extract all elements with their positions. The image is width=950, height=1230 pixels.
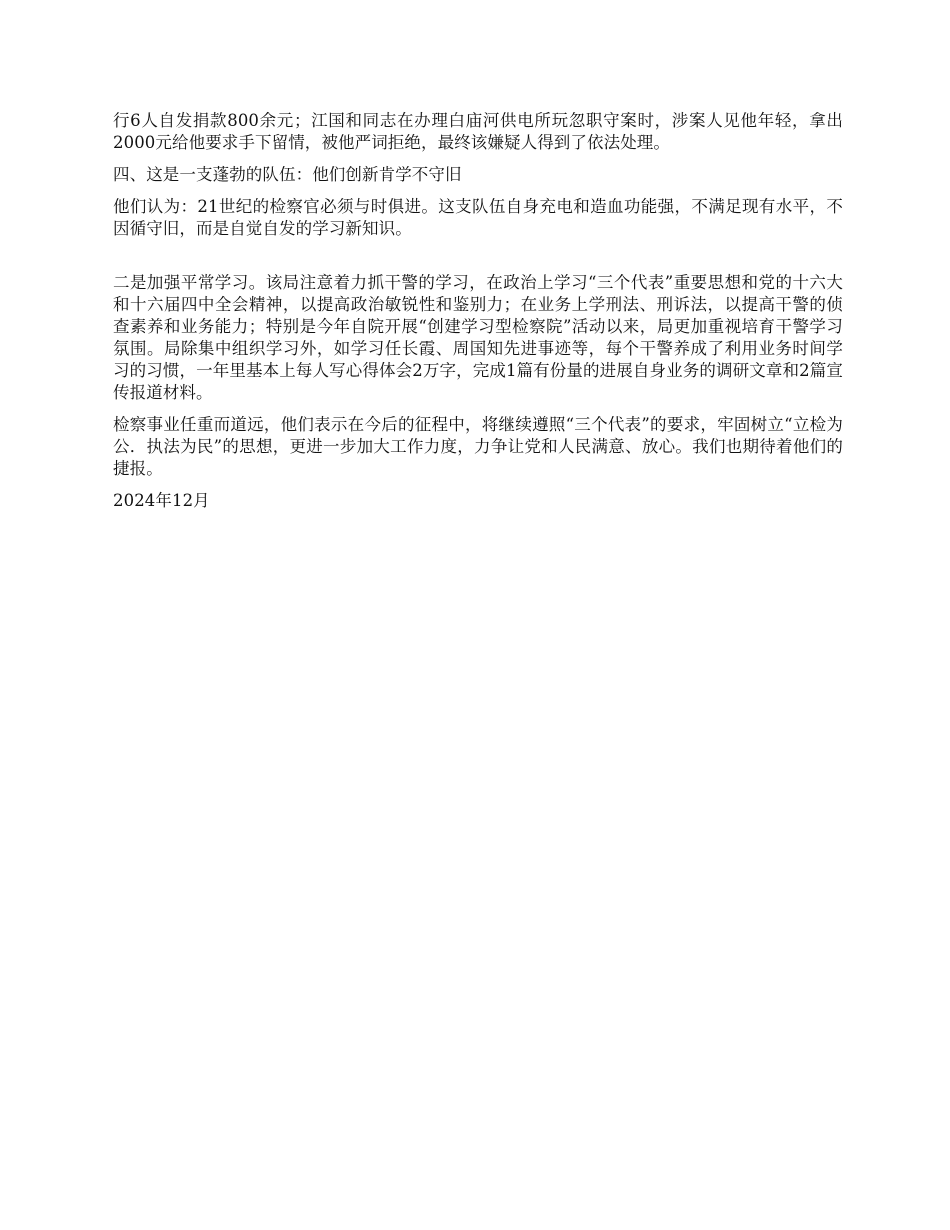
paragraph-study: 二是加强平常学习。该局注意着力抓干警的学习，在政治上学习“三个代表”重要思想和党的十六大和十六届四中全会精神，以提高政治敏锐性和鉴别力；在业务上学刑法、刑诉法，以提高干警的侦查素养和业务能力；特别是今年自院开展“创建学习型检察院”活动以来，局更加重视培育干警学习氛围。局除集中组织学习外，如学习任长霞、周国知先进事迹等，每个干警养成了利用业务时间学习的习惯，一年里基本上每人写心得体会2万字，完成1篇有份量的进展自身业务的调研文章和2篇宣传报道材料。 (113, 273, 843, 402)
section-heading-four: 四、这是一支蓬勃的队伍：他们创新肯学不守旧 (113, 165, 462, 184)
paragraph-keep-pace: 他们认为：21世纪的检察官必须与时俱进。这支队伍自身充电和造血功能强，不满足现有水平，不因循守旧，而是自觉自发的学习新知识。 (113, 197, 843, 238)
paragraph-donation: 行6人自发捐款800余元；江国和同志在办理白庙河供电所玩忽职守案时，涉案人见他年轻，拿出2000元给他要求手下留情，被他严词拒绝，最终该嫌疑人得到了依法处理。 (113, 111, 843, 152)
paragraph-closing: 检察事业任重而道远，他们表示在今后的征程中，将继续遵照“三个代表”的要求，牢固树立“立检为公．执法为民”的思想，更进一步加大工作力度，力争让党和人民满意、放心。我们也期待着他们的捷报。 (113, 415, 843, 478)
document-body (113, 110, 843, 522)
document-date: 2024年12月 (113, 491, 210, 510)
